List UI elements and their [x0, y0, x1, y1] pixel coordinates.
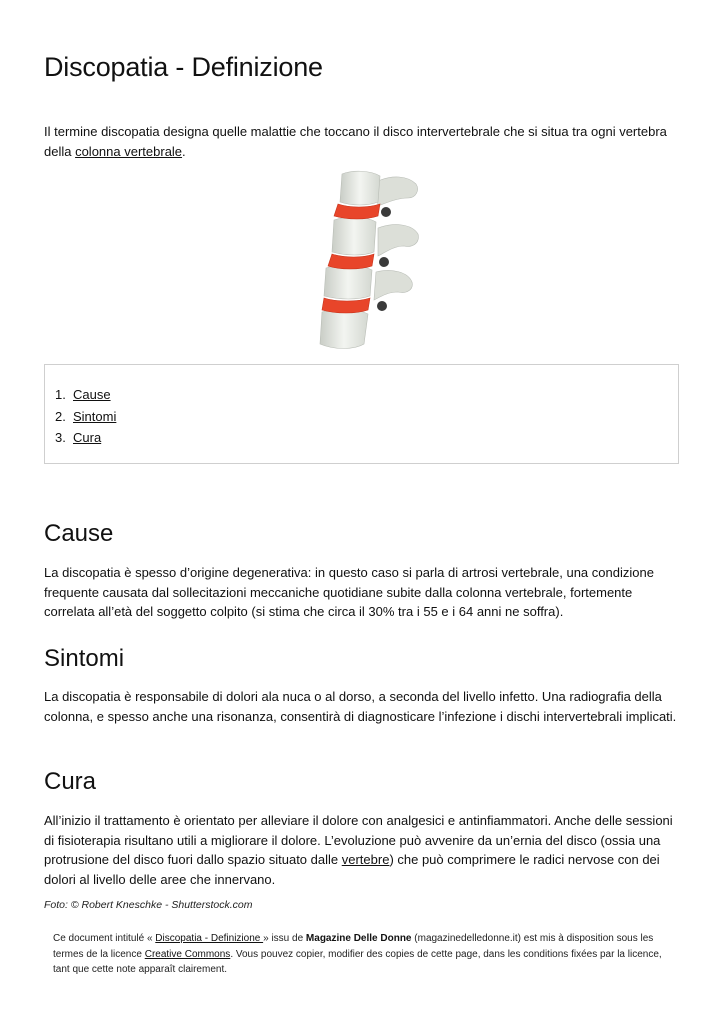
license-note	[53, 931, 678, 978]
colonna-vertebrale-link[interactable]: colonna vertebrale	[75, 143, 183, 159]
toc-link-sintomi[interactable]: Sintomi	[73, 408, 117, 424]
toc-number: 1.	[55, 387, 66, 402]
table-of-contents	[44, 364, 679, 464]
toc-link-cause[interactable]: Cause	[73, 387, 111, 402]
photo-credit: Foto: © Robert Kneschke - Shutterstock.com	[44, 899, 253, 911]
spine-illustration	[312, 168, 432, 352]
heading-sintomi: Sintomi	[44, 645, 125, 672]
toc-link-cura[interactable]: Cura	[73, 430, 102, 445]
cura-paragraph	[44, 811, 684, 889]
footer-prefix: Ce document intitulé «	[53, 933, 156, 944]
toc-item-cura	[55, 427, 116, 449]
publisher-name: Magazine Delle Donne	[305, 933, 412, 944]
footer-suffix: . Vous pouvez copier, modifier des copies de cette page, dans les conditions fixées par la licence, tant que cette note apparaît clairement.	[53, 948, 662, 975]
intro-text: Il termine discopatia designa quelle malattie che toccano il disco intervertebrale che si situa tra ogni vertebra della	[44, 124, 667, 159]
document-title-link[interactable]: Discopatia - Definizione	[155, 933, 264, 944]
creative-commons-link[interactable]: Creative Commons	[144, 948, 231, 960]
intro-paragraph	[44, 122, 684, 161]
toc-number: 3.	[55, 430, 66, 445]
footer-after-publisher: (magazinedelledonne.it) est mis à disposition sous les termes de la licence	[53, 933, 654, 960]
cura-text: All’inizio il trattamento è orientato per alleviare il dolore con analgesici e antinfiammatori. Anche delle sessioni di fisioterapia risultano utili a migliorare il dolore. L’evoluzione può avvenire da un’ernia del disco (ossia una protrusione del disco fuori dallo spazio situato dalle	[44, 813, 673, 867]
toc-item-cause	[55, 384, 116, 406]
heading-cause: Cause	[44, 520, 114, 547]
intro-text-end: .	[182, 143, 186, 159]
cura-text-end: ) che può comprimere le radici nervose con dei dolori al livello delle aree che innervano.	[44, 852, 660, 887]
toc-list	[55, 384, 116, 449]
cause-paragraph: La discopatia è spesso d’origine degenerativa: in questo caso si parla di artrosi vertebrale, una condizione frequente causata dal sollecitazioni meccaniche quotidiane subite dalla colonna vertebrale, fortemente correlata all’età del soggetto colpito (si stima che circa il 30% tra i 55 e i 64 anni ne soffra).	[44, 565, 654, 619]
toc-number: 2.	[55, 408, 66, 424]
vertebre-link[interactable]: vertebre	[341, 852, 390, 867]
heading-cura: Cura	[44, 768, 97, 795]
sintomi-paragraph: La discopatia è responsabile di dolori ala nuca o al dorso, a seconda del livello infetto. Una radiografia della colonna, e spesso anche una risonanza, consentirà di diagnosticare l’infezione i dischi intervertebrali implicati.	[44, 689, 677, 724]
footer-middle: » issu de	[263, 933, 306, 944]
toc-item-sintomi	[55, 406, 116, 428]
page-title: Discopatia - Definizione	[44, 52, 323, 82]
vertebral-processes	[374, 177, 418, 311]
